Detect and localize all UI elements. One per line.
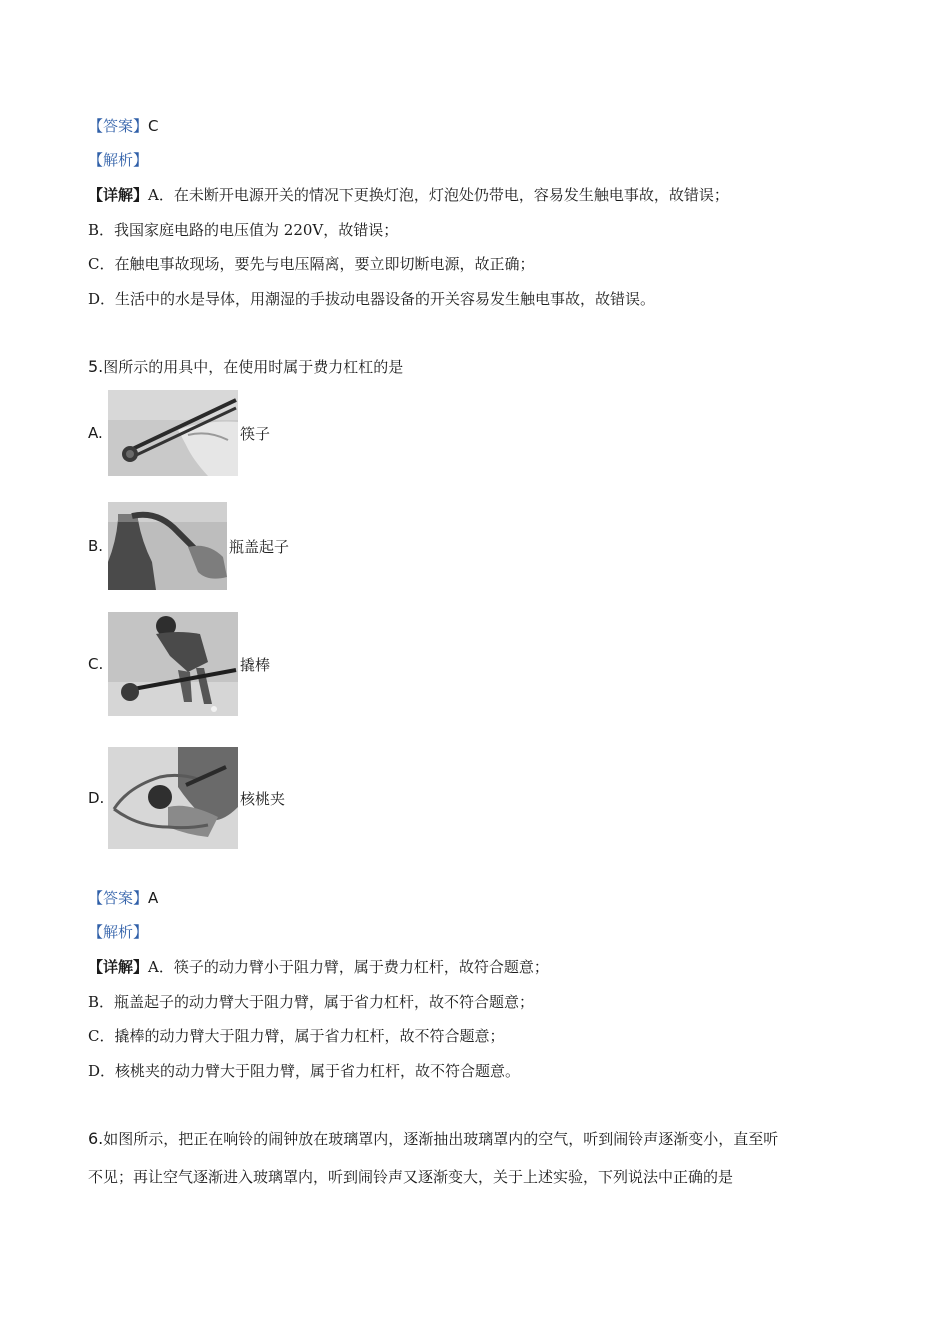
detail-tag: 【详解】 [88,186,149,204]
q5-stem [88,357,403,377]
q5-answer-line [88,888,158,908]
q4-analysis-line [88,150,148,170]
option-letter: B. [88,537,104,555]
explanation-text: B．瓶盖起子的动力臂大于阻力臂，属于省力杠杆，故不符合题意； [88,993,535,1011]
option-a [88,390,270,476]
option-b [88,502,289,590]
explanation-text: A．筷子的动力臂小于阻力臂，属于费力杠杆，故符合题意； [148,958,549,976]
analysis-tag: 【解析】 [88,151,149,169]
option-letter: C. [88,655,104,673]
explanation-text: C．撬棒的动力臂大于阻力臂，属于省力杠杆，故不符合题意； [88,1027,505,1045]
question-stem: 图所示的用具中，在使用时属于费力杠杠的是 [103,358,404,376]
analysis-tag: 【解析】 [88,923,149,941]
q6-stem-line-2 [88,1167,733,1187]
crowbar-photo [108,612,238,716]
option-label: 核桃夹 [240,789,286,808]
question-stem: 不见；再让空气逐渐进入玻璃罩内，听到闹铃声又逐渐变大，关于上述实验，下列说法中正确的是 [88,1168,734,1186]
bottle-opener-photo [108,502,227,590]
detail-tag: 【详解】 [88,958,149,976]
option-label: 撬棒 [240,655,271,674]
nutcracker-photo [108,747,238,849]
option-letter: D. [88,789,105,807]
q4-detail-line-c [88,254,534,274]
option-d [88,747,285,849]
option-label: 筷子 [240,424,271,443]
option-c [88,612,270,716]
question-number: 6. [88,1129,104,1148]
answer-tag: 【答案】 [88,117,149,135]
q4-detail-line-b [88,220,398,240]
q5-detail-line-d [88,1061,520,1081]
question-stem: 如图所示，把正在响铃的闹钟放在玻璃罩内，逐渐抽出玻璃罩内的空气，听到闹铃声逐渐变小，直至听 [103,1130,779,1148]
chopsticks-photo [108,390,238,476]
explanation-text: C．在触电事故现场，要先与电压隔离，要立即切断电源，故正确； [88,255,535,273]
option-letter: A. [88,424,103,442]
q5-detail-line-a [88,957,549,977]
answer-value: C [148,117,159,135]
answer-tag: 【答案】 [88,889,149,907]
question-number: 5. [88,357,104,376]
explanation-text: D．生活中的水是导体，用潮湿的手拔动电器设备的开关容易发生触电事故，故错误。 [88,290,656,308]
q5-analysis-line [88,922,148,942]
option-label: 瓶盖起子 [229,537,290,556]
explanation-text: A．在未断开电源开关的情况下更换灯泡，灯泡处仍带电，容易发生触电事故，故错误； [148,186,729,204]
q4-answer-line [88,116,159,136]
explanation-text: B．我国家庭电路的电压值为 220V，故错误； [88,221,399,239]
q4-detail-line-d [88,289,655,309]
answer-value: A [148,889,159,907]
q5-detail-line-b [88,992,534,1012]
q6-stem-line-1 [88,1129,778,1149]
explanation-text: D．核桃夹的动力臂大于阻力臂，属于省力杠杆，故不符合题意。 [88,1062,521,1080]
q4-detail-line-a [88,185,729,205]
q5-detail-line-c [88,1026,504,1046]
